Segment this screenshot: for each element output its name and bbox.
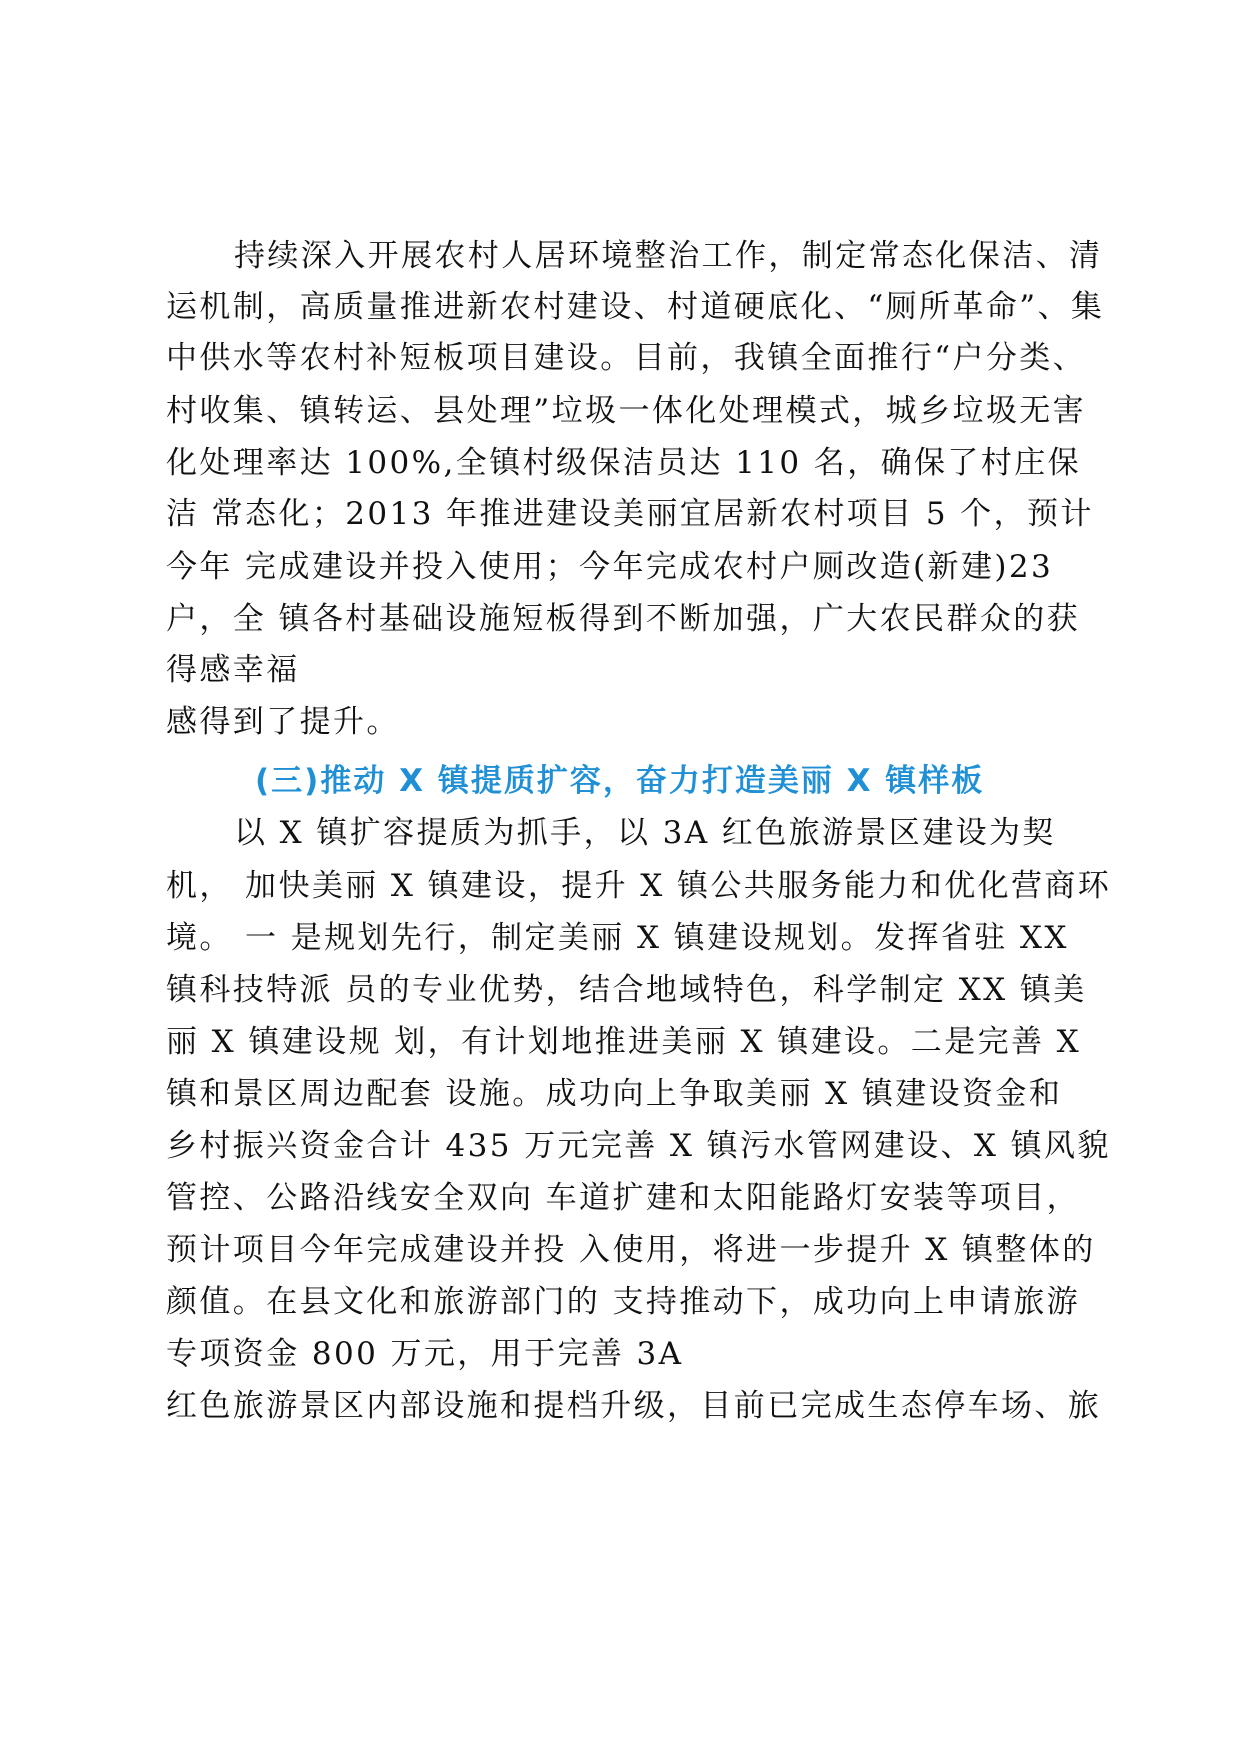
paragraph-line: 专项资金 800 万元，用于完善 3A (166, 1336, 684, 1372)
paragraph-line: 村收集、镇转运、县处理”垃圾一体化处理模式，城乡垃圾无害 (166, 393, 1087, 429)
paragraph-line: 洁 常态化；2013 年推进建设美丽宜居新农村项目 5 个，预计 (166, 496, 1094, 532)
paragraph-line: 丽 X 镇建设规 划，有计划地推进美丽 X 镇建设。二是完善 X (166, 1024, 1082, 1060)
paragraph-line: 镇科技特派 员的专业优势，结合地域特色，科学制定 XX 镇美 (166, 972, 1087, 1008)
paragraph-line: 红色旅游景区内部设施和提档升级，目前已完成生态停车场、旅 (166, 1388, 1102, 1424)
paragraph-line: 预计项目今年完成建设并投 入使用，将进一步提升 X 镇整体的 (166, 1232, 1096, 1268)
paragraph-line: 化处理率达 100%,全镇村级保洁员达 110 名，确保了村庄保 (166, 445, 1082, 481)
paragraph-line: 感得到了提升。 (166, 704, 400, 740)
paragraph-line: 镇和景区周边配套 设施。成功向上争取美丽 X 镇建设资金和 (166, 1076, 1063, 1112)
paragraph-line: 以 X 镇扩容提质为抓手，以 3A 红色旅游景区建设为契 (234, 815, 1056, 851)
paragraph-line: 今年 完成建设并投入使用；今年完成农村户厕改造(新建)23 (166, 549, 1054, 585)
paragraph-line: 机， 加快美丽 X 镇建设，提升 X 镇公共服务能力和优化营商环 (166, 868, 1112, 904)
paragraph-line: 颜值。在县文化和旅游部门的 支持推动下，成功向上申请旅游 (166, 1284, 1081, 1320)
section-heading: (三)推动 X 镇提质扩容，奋力打造美丽 X 镇样板 (255, 763, 985, 799)
paragraph-line: 户，全 镇各村基础设施短板得到不断加强，广大农民群众的获 (166, 601, 1081, 637)
paragraph-line: 管控、公路沿线安全双向 车道扩建和太阳能路灯安装等项目， (166, 1180, 1081, 1216)
paragraph-line: 中供水等农村补短板项目建设。目前，我镇全面推行“户分类、 (166, 340, 1087, 376)
paragraph-line: 乡村振兴资金合计 435 万元完善 X 镇污水管网建设、X 镇风貌 (166, 1128, 1111, 1164)
paragraph-line: 得感幸福 (166, 652, 300, 688)
paragraph-line: 境。 一 是规划先行，制定美丽 X 镇建设规划。发挥省驻 XX (166, 920, 1069, 956)
paragraph-line: 运机制，高质量推进新农村建设、村道硬底化、“厕所革命”、集 (166, 289, 1105, 325)
paragraph-line: 持续深入开展农村人居环境整治工作，制定常态化保洁、清 (234, 238, 1103, 274)
